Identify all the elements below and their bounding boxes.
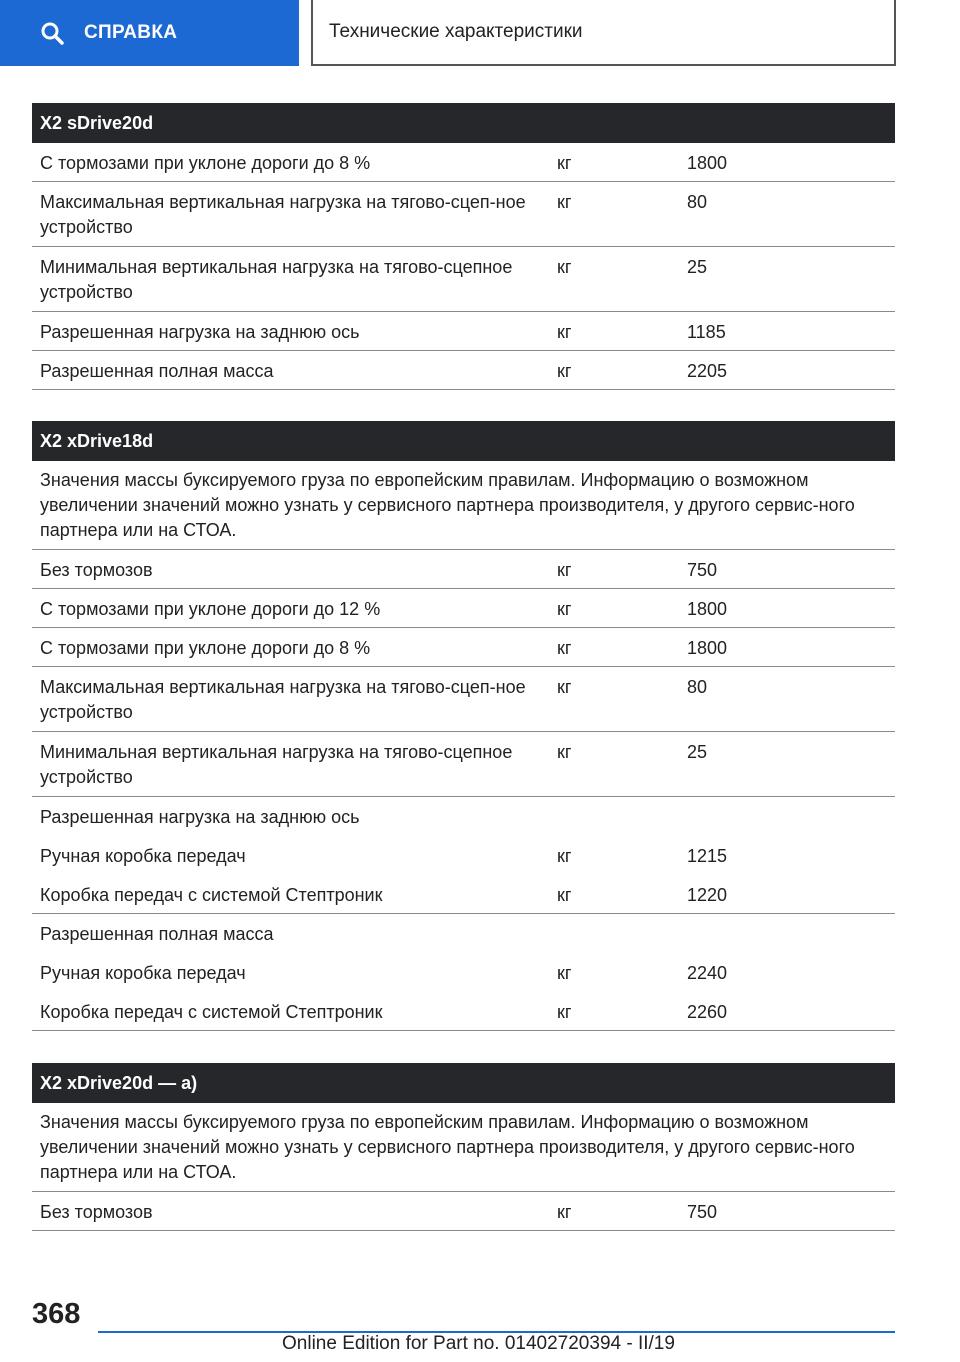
- row-value: 1215: [687, 846, 728, 866]
- row-label: Ручная коробка передач: [40, 963, 246, 983]
- row-unit: кг: [557, 638, 572, 658]
- row-label: Минимальная вертикальная нагрузка на тягово-сцепное устройство: [40, 742, 513, 787]
- row-unit: кг: [557, 257, 572, 277]
- row-value: 1800: [687, 638, 728, 658]
- row-value: 2240: [687, 963, 728, 983]
- row-label: Разрешенная нагрузка на заднюю ось: [40, 322, 360, 342]
- search-label: СПРАВКА: [84, 22, 178, 43]
- table-row: [32, 953, 895, 992]
- search-button[interactable]: [0, 0, 299, 66]
- table-row: [32, 247, 895, 312]
- row-value: 80: [687, 192, 708, 212]
- table-row: [32, 628, 895, 667]
- spec-section-xdrive18d: [32, 421, 895, 1031]
- row-label: Ручная коробка передач: [40, 846, 246, 866]
- row-label: Минимальная вертикальная нагрузка на тягово-сцепное устройство: [40, 257, 513, 302]
- row-label: С тормозами при уклоне дороги до 8 %: [40, 153, 371, 173]
- row-label: Без тормозов: [40, 560, 153, 580]
- section-header: X2 xDrive20d — a): [32, 1063, 895, 1103]
- table-row: [32, 312, 895, 351]
- row-value: 25: [687, 742, 708, 762]
- row-unit: кг: [557, 677, 572, 697]
- section-header: X2 sDrive20d: [32, 103, 895, 143]
- row-unit: кг: [557, 846, 572, 866]
- row-value: 2205: [687, 361, 728, 381]
- section-note: Значения массы буксируемого груза по европейским правилам. Информацию о возможном увеличении значений можно узнать у сервисного партнера производителя, у другого сервис-ного партнера или на СТОА.: [32, 461, 895, 550]
- row-label: Разрешенная нагрузка на заднюю ось: [40, 807, 360, 827]
- row-label: Коробка передач с системой Стептроник: [40, 1002, 383, 1022]
- row-value: 1800: [687, 153, 728, 173]
- row-label: Разрешенная полная масса: [40, 361, 274, 381]
- row-value: 1220: [687, 885, 728, 905]
- table-row: [32, 836, 895, 875]
- row-unit: кг: [557, 1002, 572, 1022]
- row-unit: кг: [557, 560, 572, 580]
- row-value: 1185: [687, 322, 726, 342]
- table-row: [32, 1192, 895, 1231]
- table-row: [32, 589, 895, 628]
- row-unit: кг: [557, 1202, 572, 1222]
- table-subheading: [32, 914, 895, 953]
- table-row: [32, 182, 895, 247]
- row-value: 25: [687, 257, 708, 277]
- page-number: 368: [32, 1298, 81, 1330]
- spec-section-sdrive20d: [32, 103, 895, 390]
- page-title: Технические характеристики: [311, 0, 896, 66]
- row-label: С тормозами при уклоне дороги до 8 %: [40, 638, 371, 658]
- row-label: С тормозами при уклоне дороги до 12 %: [40, 599, 381, 619]
- search-icon: [40, 21, 64, 45]
- row-unit: кг: [557, 322, 572, 342]
- row-label: Коробка передач с системой Стептроник: [40, 885, 383, 905]
- section-header: X2 xDrive18d: [32, 421, 895, 461]
- row-value: 750: [687, 560, 718, 580]
- row-value: 2260: [687, 1002, 728, 1022]
- row-unit: кг: [557, 361, 572, 381]
- section-note: Значения массы буксируемого груза по европейским правилам. Информацию о возможном увеличении значений можно узнать у сервисного партнера производителя, у другого сервис-ного партнера или на СТОА.: [32, 1103, 895, 1192]
- table-row: [32, 667, 895, 732]
- table-row: [32, 732, 895, 797]
- row-value: 750: [687, 1202, 718, 1222]
- row-unit: кг: [557, 599, 572, 619]
- edition-info: Online Edition for Part no. 01402720394 - II/19: [282, 1333, 675, 1354]
- row-label: Без тормозов: [40, 1202, 153, 1222]
- table-row: [32, 550, 895, 589]
- row-value: 80: [687, 677, 708, 697]
- table-row: [32, 351, 895, 390]
- row-unit: кг: [557, 192, 572, 212]
- spec-section-xdrive20d: [32, 1063, 895, 1231]
- row-unit: кг: [557, 742, 572, 762]
- row-unit: кг: [557, 153, 572, 173]
- table-row: [32, 143, 895, 182]
- row-label: Разрешенная полная масса: [40, 924, 274, 944]
- row-unit: кг: [557, 885, 572, 905]
- table-row: [32, 992, 895, 1031]
- row-label: Максимальная вертикальная нагрузка на тягово-сцеп-ное устройство: [40, 677, 526, 722]
- row-label: Максимальная вертикальная нагрузка на тягово-сцеп-ное устройство: [40, 192, 526, 237]
- row-value: 1800: [687, 599, 728, 619]
- row-unit: кг: [557, 963, 572, 983]
- table-row: [32, 875, 895, 914]
- table-subheading: [32, 797, 895, 836]
